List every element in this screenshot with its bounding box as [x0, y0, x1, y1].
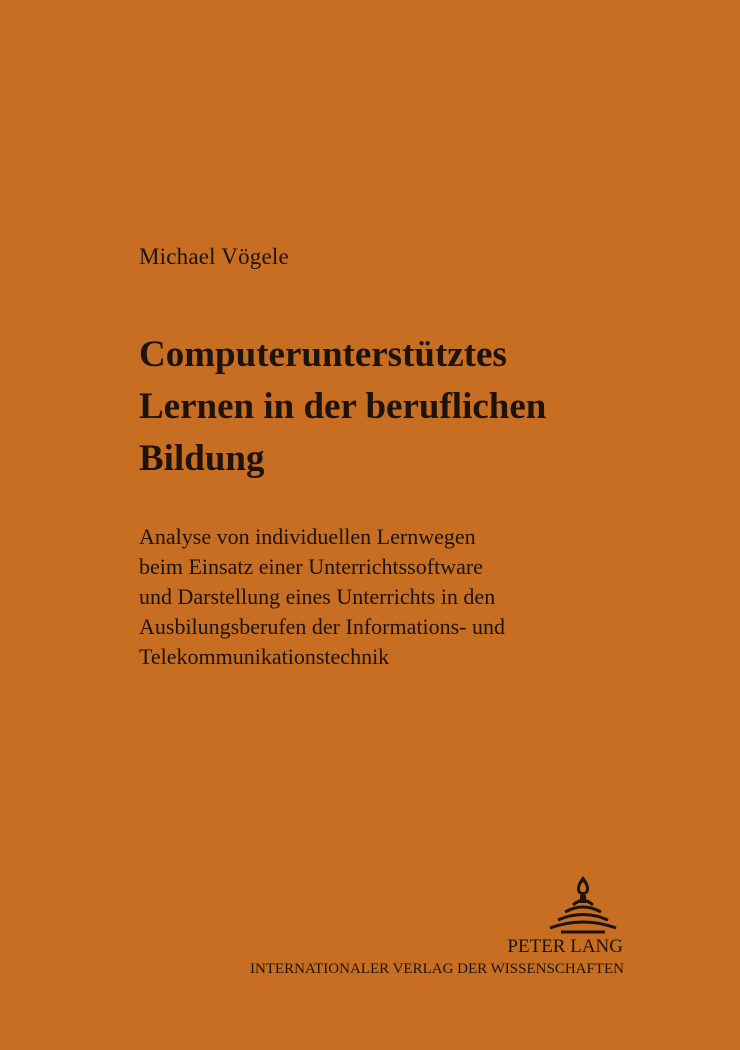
- subtitle-line-4: Ausbilungsberufen der Informations- und: [139, 614, 505, 639]
- subtitle-line-5: Telekommunikationstechnik: [139, 644, 390, 669]
- title-line-1: Computerunterstütztes: [139, 334, 507, 375]
- publisher-name: PETER LANG: [507, 936, 623, 957]
- subtitle-line-1: Analyse von individuellen Lernwegen: [139, 524, 476, 549]
- peter-lang-logo-icon: [548, 874, 618, 936]
- title-line-2: Lernen in der beruflichen: [139, 386, 547, 427]
- subtitle-line-2: beim Einsatz einer Unterrichtssoftware: [139, 554, 483, 579]
- book-subtitle: [139, 522, 699, 672]
- title-line-3: Bildung: [139, 438, 265, 479]
- book-title: [139, 329, 699, 485]
- publisher-tagline: INTERNATIONALER VERLAG DER WISSENSCHAFTEN: [249, 961, 624, 977]
- author-name: Michael Vögele: [139, 244, 289, 269]
- subtitle-line-3: und Darstellung eines Unterrichts in den: [139, 584, 496, 609]
